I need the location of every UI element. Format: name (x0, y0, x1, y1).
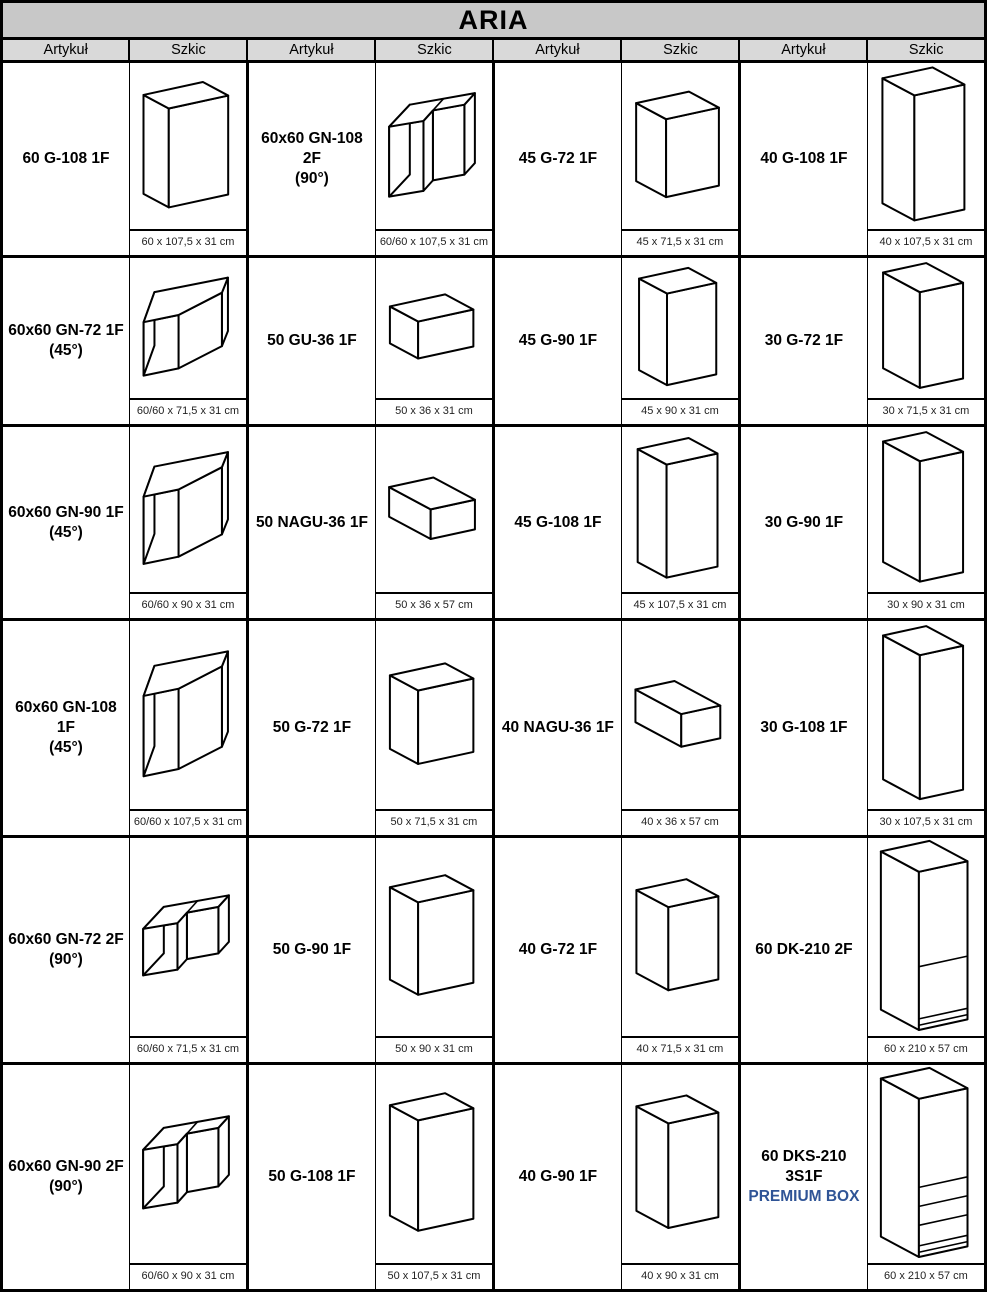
product-subtitle: (90°) (49, 951, 83, 969)
cabinet-box-sketch (622, 621, 738, 809)
product-name: 60 DKS-210 3S1F (761, 1147, 847, 1185)
column-header-row (2, 39, 986, 62)
product-sketch-cell (867, 837, 985, 1064)
product-row-6 (2, 1064, 986, 1291)
product-sketch-cell (621, 62, 739, 257)
column-header-szkic: Szkic (375, 39, 493, 62)
dimensions-label: 60 x 107,5 x 31 cm (130, 229, 246, 255)
dimensions-label: 60 x 210 x 57 cm (868, 1036, 984, 1062)
dimensions-label: 60/60 x 107,5 x 31 cm (130, 809, 246, 835)
product-name-cell (739, 426, 867, 620)
cabinet-box-sketch (622, 838, 738, 1036)
dimensions-label: 30 x 107,5 x 31 cm (868, 809, 984, 835)
product-sketch-cell (867, 1064, 985, 1291)
cabinet-corner-90-sketch (130, 1065, 246, 1263)
cabinet-box-sketch (376, 621, 492, 809)
product-name-cell (739, 837, 867, 1064)
cabinet-box-sketch (622, 258, 738, 398)
product-name-cell (247, 620, 375, 837)
product-sketch-cell (129, 837, 247, 1064)
dimensions-label: 60/60 x 90 x 31 cm (130, 1263, 246, 1289)
product-subtitle: (45°) (49, 523, 83, 541)
product-row-5 (2, 837, 986, 1064)
product-sketch-cell (375, 620, 493, 837)
page-title: ARIA (2, 2, 986, 39)
product-name: 60x60 GN-90 1F (8, 503, 124, 521)
product-name: 40 G-108 1F (760, 150, 848, 168)
product-name-cell (2, 62, 130, 257)
product-name: 60x60 GN-72 2F (8, 931, 124, 949)
product-name-cell (2, 837, 130, 1064)
product-name: 50 G-90 1F (272, 941, 352, 959)
product-name-cell (2, 257, 130, 426)
product-name: 45 G-108 1F (514, 513, 602, 531)
product-sketch-cell (375, 257, 493, 426)
product-name-cell (493, 620, 621, 837)
product-name: 30 G-108 1F (760, 719, 848, 737)
product-name: 40 G-90 1F (518, 1167, 598, 1185)
dimensions-label: 40 x 71,5 x 31 cm (622, 1036, 738, 1062)
dimensions-label: 60/60 x 90 x 31 cm (130, 592, 246, 618)
product-name-cell (2, 1064, 130, 1291)
product-name: 50 NAGU-36 1F (255, 513, 368, 531)
product-row-1 (2, 62, 986, 257)
product-name: 50 G-72 1F (272, 719, 352, 737)
product-name-cell (247, 257, 375, 426)
product-sketch-cell (867, 257, 985, 426)
dimensions-label: 40 x 107,5 x 31 cm (868, 229, 984, 255)
product-name: 60 G-108 1F (22, 150, 110, 168)
cabinet-box-sketch (376, 1065, 492, 1263)
product-name-cell (2, 620, 130, 837)
cabinet-corner-45-sketch (130, 258, 246, 398)
product-name-cell (493, 1064, 621, 1291)
dimensions-label: 50 x 71,5 x 31 cm (376, 809, 492, 835)
cabinet-corner-90-sketch (376, 63, 492, 229)
dimensions-label: 60/60 x 71,5 x 31 cm (130, 1036, 246, 1062)
product-name: 40 NAGU-36 1F (501, 719, 614, 737)
product-name-cell (739, 257, 867, 426)
cabinet-box-sketch (868, 621, 984, 809)
cabinet-tall-2door-sketch (868, 838, 984, 1036)
product-sketch-cell (621, 257, 739, 426)
product-name: 30 G-72 1F (764, 332, 844, 350)
product-sketch-cell (375, 426, 493, 620)
product-name: 60x60 GN-72 1F (8, 322, 124, 340)
product-sketch-cell (375, 837, 493, 1064)
cabinet-corner-45-sketch (130, 427, 246, 592)
product-subtitle: (45°) (49, 739, 83, 757)
product-name: 60x60 GN-90 2F (8, 1157, 124, 1175)
product-name: 50 GU-36 1F (267, 332, 357, 350)
dimensions-label: 50 x 36 x 31 cm (376, 398, 492, 424)
product-sketch-cell (867, 62, 985, 257)
dimensions-label: 30 x 90 x 31 cm (868, 592, 984, 618)
column-header-szkic: Szkic (621, 39, 739, 62)
product-name-cell (493, 257, 621, 426)
product-row-4 (2, 620, 986, 837)
product-sketch-cell (621, 1064, 739, 1291)
dimensions-label: 60 x 210 x 57 cm (868, 1263, 984, 1289)
product-subtitle: PREMIUM BOX (748, 1188, 860, 1205)
product-sketch-cell (621, 426, 739, 620)
column-header-artykul: Artykuł (247, 39, 375, 62)
product-sketch-cell (129, 620, 247, 837)
cabinet-box-sketch (622, 63, 738, 229)
product-row-3 (2, 426, 986, 620)
column-header-artykul: Artykuł (493, 39, 621, 62)
product-subtitle: (90°) (49, 1177, 83, 1195)
column-header-szkic: Szkic (129, 39, 247, 62)
column-header-artykul: Artykuł (739, 39, 867, 62)
product-sketch-cell (129, 426, 247, 620)
cabinet-box-sketch (868, 63, 984, 229)
dimensions-label: 40 x 90 x 31 cm (622, 1263, 738, 1289)
cabinet-box-sketch (376, 838, 492, 1036)
cabinet-box-sketch (376, 427, 492, 592)
product-sketch-cell (621, 837, 739, 1064)
product-sketch-cell (375, 62, 493, 257)
dimensions-label: 50 x 90 x 31 cm (376, 1036, 492, 1062)
dimensions-label: 30 x 71,5 x 31 cm (868, 398, 984, 424)
dimensions-label: 60/60 x 71,5 x 31 cm (130, 398, 246, 424)
cabinet-box-sketch (376, 258, 492, 398)
product-name-cell (493, 837, 621, 1064)
product-name-cell (2, 426, 130, 620)
product-name-cell (247, 1064, 375, 1291)
product-name: 45 G-72 1F (518, 150, 598, 168)
product-name: 60 DK-210 2F (755, 941, 853, 959)
product-sketch-cell (867, 620, 985, 837)
column-header-artykul: Artykuł (2, 39, 130, 62)
cabinet-box-sketch (868, 258, 984, 398)
product-name-cell (247, 426, 375, 620)
product-subtitle: (45°) (49, 342, 83, 360)
column-header-szkic: Szkic (867, 39, 985, 62)
product-row-2 (2, 257, 986, 426)
dimensions-label: 40 x 36 x 57 cm (622, 809, 738, 835)
product-sketch-cell (867, 426, 985, 620)
product-subtitle: (90°) (295, 170, 329, 188)
product-name-cell (739, 1064, 867, 1291)
cabinet-corner-90-sketch (130, 838, 246, 1036)
dimensions-label: 45 x 90 x 31 cm (622, 398, 738, 424)
product-name: 30 G-90 1F (764, 513, 844, 531)
dimensions-label: 60/60 x 107,5 x 31 cm (376, 229, 492, 255)
cabinet-box-sketch (130, 63, 246, 229)
product-sketch-cell (129, 1064, 247, 1291)
cabinet-box-sketch (622, 427, 738, 592)
product-name: 50 G-108 1F (268, 1167, 356, 1185)
product-sketch-cell (621, 620, 739, 837)
product-name-cell (493, 426, 621, 620)
product-name: 40 G-72 1F (518, 941, 598, 959)
dimensions-label: 45 x 71,5 x 31 cm (622, 229, 738, 255)
product-name-cell (247, 837, 375, 1064)
product-name-cell (739, 620, 867, 837)
product-name: 60x60 GN-108 1F (15, 699, 117, 737)
cabinet-tall-drawers-sketch (868, 1065, 984, 1263)
cabinet-corner-45-sketch (130, 621, 246, 809)
product-name: 60x60 GN-108 2F (261, 129, 363, 168)
product-sketch-cell (375, 1064, 493, 1291)
product-name: 45 G-90 1F (518, 332, 598, 350)
dimensions-label: 50 x 36 x 57 cm (376, 592, 492, 618)
cabinet-box-sketch (868, 427, 984, 592)
product-name-cell (493, 62, 621, 257)
product-sketch-cell (129, 62, 247, 257)
product-name-cell (247, 62, 375, 257)
product-name-cell (739, 62, 867, 257)
cabinet-box-sketch (622, 1065, 738, 1263)
product-sketch-cell (129, 257, 247, 426)
dimensions-label: 45 x 107,5 x 31 cm (622, 592, 738, 618)
dimensions-label: 50 x 107,5 x 31 cm (376, 1263, 492, 1289)
